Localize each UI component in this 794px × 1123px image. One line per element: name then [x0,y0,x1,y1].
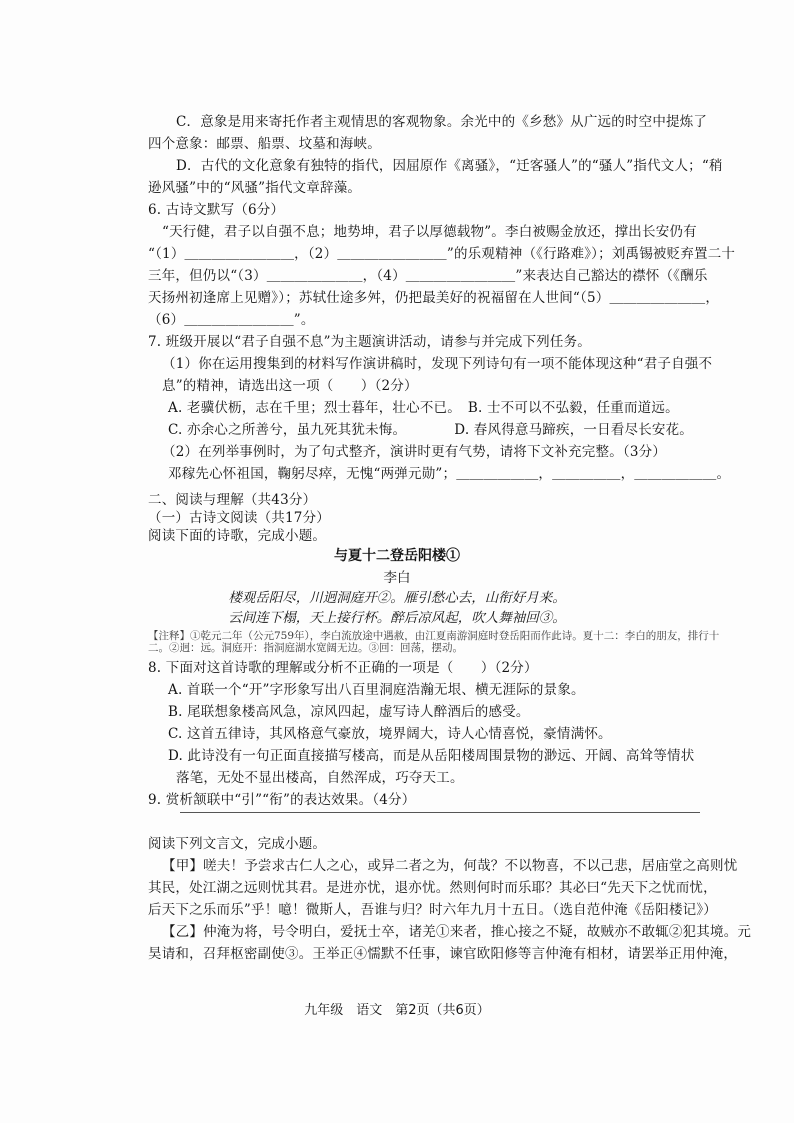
text-line: B. 尾联想象楼高风急，凉风四起，虚写诗人醉酒后的感受。 [168,704,530,720]
text-line: 天扬州初逢席上见赠》）；苏轼仕途多舛，仍把最美好的祝福留在人世间“（5）＿＿＿＿＿＿＿， [148,290,720,306]
text-line: 6. 古诗文默写（6分） [148,202,285,218]
text-line: （一）古诗文阅读（共17分） [148,510,330,526]
text-line: D．古代的文化意象有独特的指代，因屈原作《离骚》，“迁客骚人”的“骚人”指代文人；“稍 [176,158,723,174]
text-line: 四个意象：邮票、船票、坟墓和海峡。 [148,136,381,152]
text-line: 【乙】仲淹为将，号令明白，爱抚士卒，诸羌①来者，推心接之不疑，故贼亦不敢辄②犯其境。元 [162,924,752,940]
text-line: 阅读下面的诗歌，完成小题。 [148,528,327,544]
text-line: 其民，处江湖之远则忧其君。是进亦忧，退亦忧。然则何时而乐耶？其必曰“先天下之忧而忧， [148,880,717,896]
poem-line-2: 云间连下榻，天上接行杯。醉后凉风起，吹人舞袖回③。 [228,610,566,626]
page-footer: 九年级 语文 第2页（共6页） [304,1003,490,1018]
text-line: C．意象是用来寄托作者主观情思的客观物象。余光中的《乡愁》从广远的时空中提炼了 [176,114,708,130]
text-line: “天行健，君子以自强不息；地势坤，君子以厚德载物”。李白被赐金放还，撑出长安仍有 [162,224,697,240]
text-line: C. 这首五律诗，其风格意气豪放，境界阔大，诗人心情喜悦，豪情满怀。 [168,726,612,742]
text-line: A. 首联一个“开”字形象写出八百里洞庭浩瀚无垠、横无涯际的景象。 [168,682,585,698]
text-line: 落笔，无处不显出楼高，自然浑成，巧夺天工。 [176,770,464,786]
text-line: 8. 下面对这首诗歌的理解或分析不正确的一项是（ ）（2分） [148,660,538,676]
text-line: C. 亦余心之所善兮，虽九死其犹未悔。 D. 春风得意马蹄疾，一日看尽长安花。 [168,422,694,438]
text-line: 9. 赏析颔联中“引”“衔”的表达效果。（4分） [148,792,416,808]
poem-line-1: 楼观岳阳尽，川迥洞庭开②。雁引愁心去，山衔好月来。 [228,590,566,606]
text-line: “（1）＿＿＿＿＿＿＿＿，（2）＿＿＿＿＿＿＿＿”的乐观精神（《行路难》）；刘禹锡被贬弃置二十 [148,246,736,262]
text-line: 7. 班级开展以“君子自强不息”为主题演讲活动，请参与并完成下列任务。 [148,334,591,350]
text-line: （2）在列举事例时，为了句式整齐，演讲时更有气势，请将下文补充完整。（3分） [162,444,667,460]
poem-title: 与夏十二登岳阳楼① [334,548,460,564]
text-line: 逊风骚”中的“风骚”指代文章辞藻。 [148,180,362,196]
text-line: （6）＿＿＿＿＿＿＿＿”。 [148,312,315,328]
text-line: 【甲】嗟夫！予尝求古仁人之心，或异二者之为，何哉？不以物喜，不以己悲，居庙堂之高则忧 [162,858,738,874]
poem-note-1: 【注释】①乾元二年（公元759年），李白流放途中遇赦，由江夏南游洞庭时登岳阳而作此诗。夏十二：李白的朋友，排行十 [148,630,720,642]
text-line: 阅读下列文言文，完成小题。 [148,836,327,852]
poem-author: 李白 [383,570,411,586]
text-line: A. 老骥伏枥，志在千里；烈士暮年，壮心不已。 B. 士不可以不弘毅，任重而道远。 [168,400,679,416]
poem-note-2: 二。②迥：远。洞庭开：指洞庭湖水宽阔无边。③回：回荡，摆动。 [148,642,463,654]
text-line: 二、阅读与理解（共43分） [148,492,317,508]
text-line: D. 此诗没有一句正面直接描写楼高，而是从岳阳楼周围景物的渺远、开阔、高耸等情状 [168,748,695,764]
text-line: 三年，但仍以“（3）＿＿＿＿＿＿＿，（4）＿＿＿＿＿＿＿＿”来表达自己豁达的襟怀（《酬乐 [148,268,708,284]
text-line: （1）你在运用搜集到的材料写作演讲稿时，发现下列诗句有一项不能体现这种“君子自强不 [162,356,713,372]
text-line: 昊请和，召拜枢密副使③。王举正④懦默不任事，谏官欧阳修等言仲淹有相材，请罢举正用仲淹， [148,946,738,962]
text-line: 邓稼先心怀祖国，鞠躬尽瘁，无愧“两弹元勋”；＿＿＿＿＿＿，＿＿＿＿＿，＿＿＿＿＿＿。 [168,466,731,482]
text-line: 后天下之乐而乐”乎！噫！微斯人，吾谁与归？时六年九月十五日。（选自范仲淹《岳阳楼记》） [148,902,718,918]
text-line: 息”的精神，请选出这一项（ ）（2分） [162,378,418,394]
answer-line [180,812,700,813]
